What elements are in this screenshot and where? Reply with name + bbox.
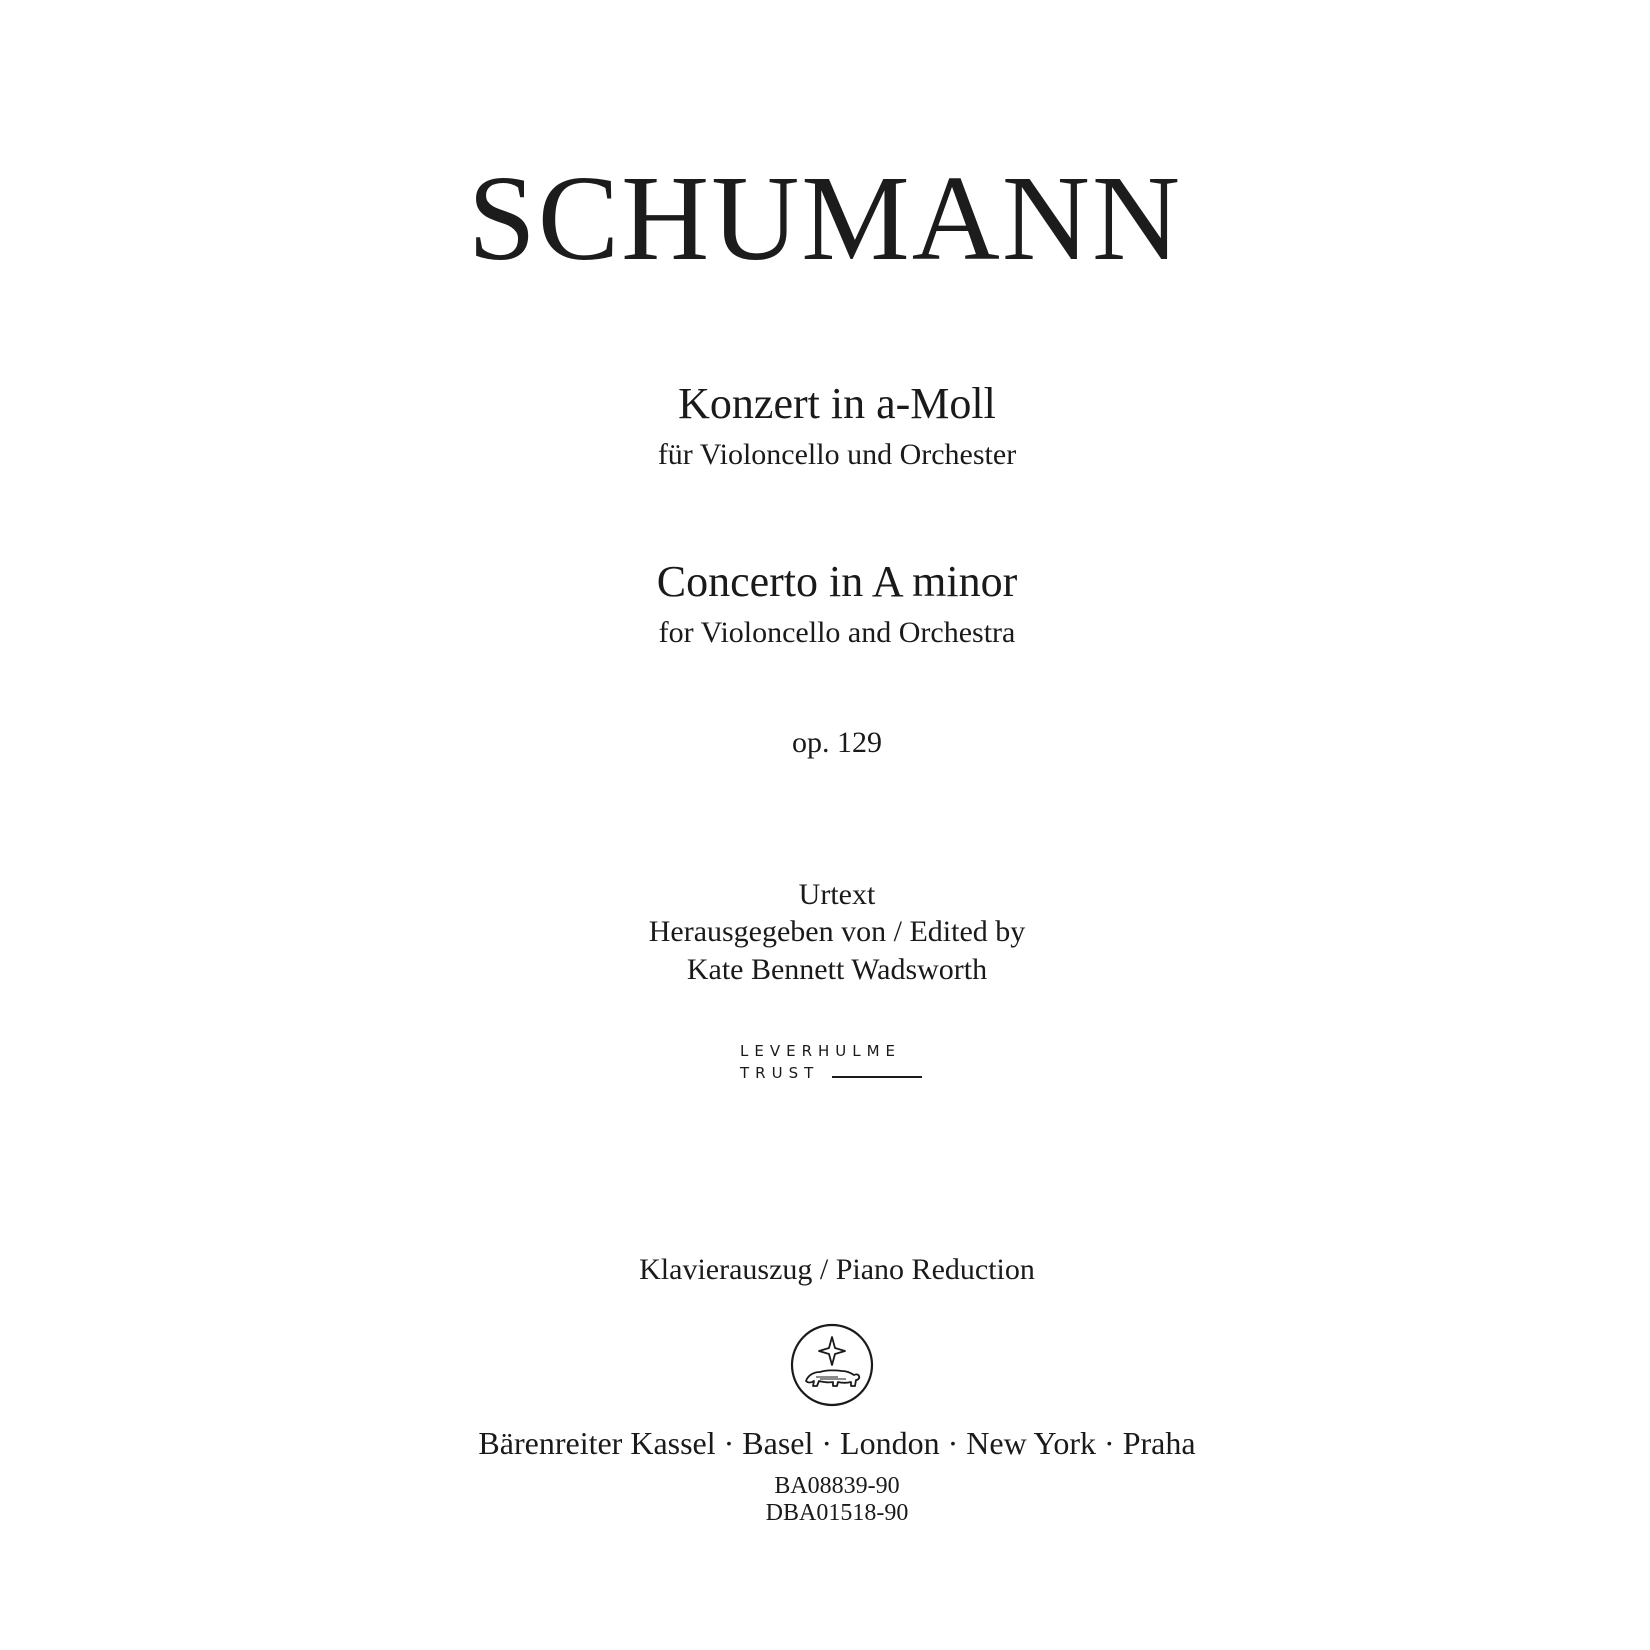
publisher-imprint: Bärenreiter Kassel · Basel · London · New York · Praha [478,1425,1196,1461]
work-subtitle-german: für Violoncello und Orchester [657,438,1017,471]
urtext-label: Urtext [798,878,876,911]
work-title-english: Concerto in A minor [656,557,1018,606]
catalog-number-1: BA08839-90 [774,1473,900,1499]
work-subtitle-english: for Violoncello and Orchestra [658,616,1016,649]
work-title-german: Konzert in a-Moll [678,379,996,428]
composer-name: SCHUMANN [467,151,1183,286]
editor-name: Kate Bennett Wadsworth [686,953,988,986]
opus-number: op. 129 [792,726,882,759]
trust-logo-rule [832,1076,922,1078]
barenreiter-bear-star-icon [790,1323,874,1407]
catalog-number-2: DBA01518-90 [765,1500,909,1526]
leverhulme-trust-logo [740,1042,930,1082]
edition-type: Klavierauszug / Piano Reduction [639,1253,1035,1286]
trust-logo-line2: TRUST [740,1064,820,1082]
trust-logo-line1: LEVERHULME [740,1042,902,1060]
edited-by-label: Herausgegeben von / Edited by [648,915,1026,948]
